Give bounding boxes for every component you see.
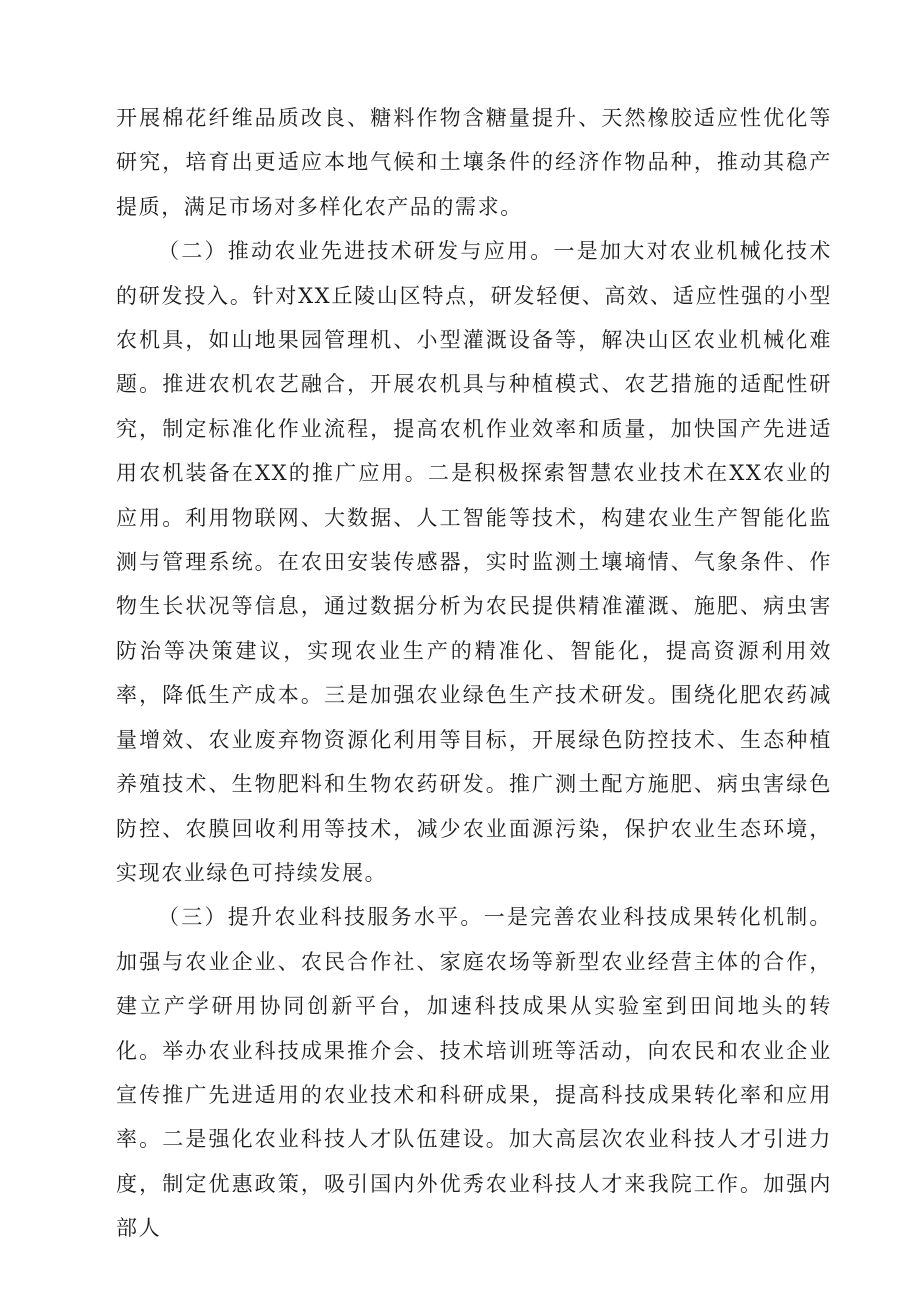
document-body [116, 96, 832, 1251]
paragraph-section-3: （三）提升农业科技服务水平。一是完善农业科技成果转化机制。加强与农业企业、农民合作社、家庭农场等新型农业经营主体的合作，建立产学研用协同创新平台，加速科技成果从实验室到田间地头的转化。举办农业科技成果推介会、技术培训班等活动，向农民和农业企业宣传推广先进适用的农业技术和科研成果，提高科技成果转化率和应用率。二是强化农业科技人才队伍建设。加大高层次农业科技人才引进力度，制定优惠政策，吸引国内外优秀农业科技人才来我院工作。加强内部人 [116, 905, 832, 1241]
paragraph-section-2: （二）推动农业先进技术研发与应用。一是加大对农业机械化技术的研发投入。针对XX丘陵山区特点，研发轻便、高效、适应性强的小型农机具，如山地果园管理机、小型灌溉设备等，解决山区农业机械化难题。推进农机农艺融合，开展农机具与种植模式、农艺措施的适配性研究，制定标准化作业流程，提高农机作业效率和质量，加快国产先进适用农机装备在XX的推广应用。二是积极探索智慧农业技术在XX农业的应用。利用物联网、大数据、人工智能等技术，构建农业生产智能化监测与管理系统。在农田安装传感器，实时监测土壤墒情、气象条件、作物生长状况等信息，通过数据分析为农民提供精准灌溉、施肥、病虫害防治等决策建议，实现农业生产的精准化、智能化，提高资源利用效率，降低生产成本。三是加强农业绿色生产技术研发。围绕化肥农药减量增效、农业废弃物资源化利用等目标，开展绿色防控技术、生态种植养殖技术、生物肥料和生物农药研发。推广测土配方施肥、病虫害绿色防控、农膜回收利用等技术，减少农业面源污染，保护农业生态环境，实现农业绿色可持续发展。 [116, 239, 832, 885]
paragraph-continuation: 开展棉花纤维品质改良、糖料作物含糖量提升、天然橡胶适应性优化等研究，培育出更适应本地气候和土壤条件的经济作物品种，推动其稳产提质，满足市场对多样化农产品的需求。 [116, 106, 832, 219]
